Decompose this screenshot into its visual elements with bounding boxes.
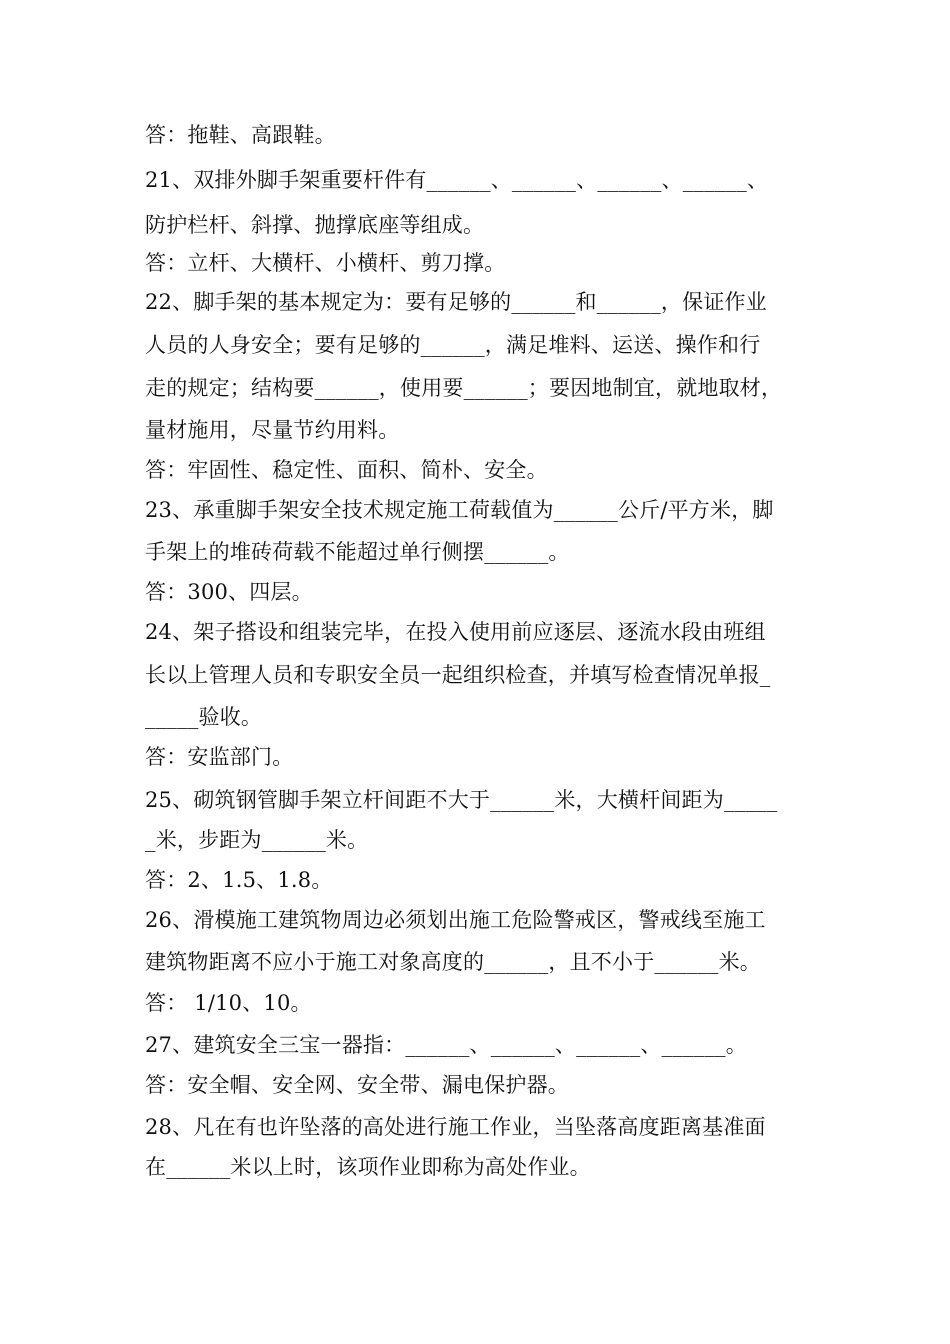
answer-23: 答：300、四层。 <box>145 580 313 604</box>
question-22-line-4: 量材施用，尽量节约用料。 <box>145 418 400 442</box>
answer-21: 答：立杆、大横杆、小横杆、剪刀撑。 <box>145 251 506 275</box>
question-26-line-1: 26、滑模施工建筑物周边必须划出施工危险警戒区，警戒线至施工 <box>145 908 766 932</box>
question-22-line-2: 人员的人身安全；要有足够的______，满足堆料、运送、操作和行 <box>145 333 761 357</box>
answer-22: 答：牢固性、稳定性、面积、简朴、安全。 <box>145 458 548 482</box>
answer-25: 答：2、1.5、1.8。 <box>145 868 333 892</box>
question-27-line-1: 27、建筑安全三宝一器指：______、______、______、______。 <box>145 1033 747 1057</box>
answer-24: 答：安监部门。 <box>145 745 294 769</box>
answer-line: 答：拖鞋、高跟鞋。 <box>145 123 336 147</box>
question-26-line-2: 建筑物距离不应小于施工对象高度的______，且不小于______米。 <box>145 950 761 974</box>
question-21-line-1: 21、双排外脚手架重要杆件有______、______、______、______、 <box>145 168 769 192</box>
question-22-line-1: 22、脚手架的基本规定为：要有足够的______和______，保证作业 <box>145 290 767 314</box>
question-24-line-2: 长以上管理人员和专职安全员一起组织检查，并填写检查情况单报_ <box>145 663 771 687</box>
question-25-line-2: _米，步距为______米。 <box>145 828 369 852</box>
question-21-line-2: 防护栏杆、斜撑、抛撑底座等组成。 <box>145 213 485 237</box>
answer-27: 答：安全帽、安全网、安全带、漏电保护器。 <box>145 1073 569 1097</box>
question-25-line-1: 25、砌筑钢管脚手架立杆间距不大于______米，大横杆间距为_____ <box>145 788 778 812</box>
question-23-line-1: 23、承重脚手架安全技术规定施工荷载值为______公斤/平方米，脚 <box>145 498 774 522</box>
question-22-line-3: 走的规定；结构要______，使用要______；要因地制宜，就地取材， <box>145 376 783 400</box>
question-24-line-3: _____验收。 <box>145 705 263 729</box>
question-28-line-2: 在______米以上时，该项作业即称为高处作业。 <box>145 1155 591 1179</box>
question-23-line-2: 手架上的堆砖荷载不能超过单行侧摆______。 <box>145 540 570 564</box>
answer-26: 答： 1/10、10。 <box>145 991 312 1015</box>
question-28-line-1: 28、凡在有也许坠落的高处进行施工作业，当坠落高度距离基准面 <box>145 1115 766 1139</box>
question-24-line-1: 24、架子搭设和组装完毕，在投入使用前应逐层、逐流水段由班组 <box>145 620 766 644</box>
